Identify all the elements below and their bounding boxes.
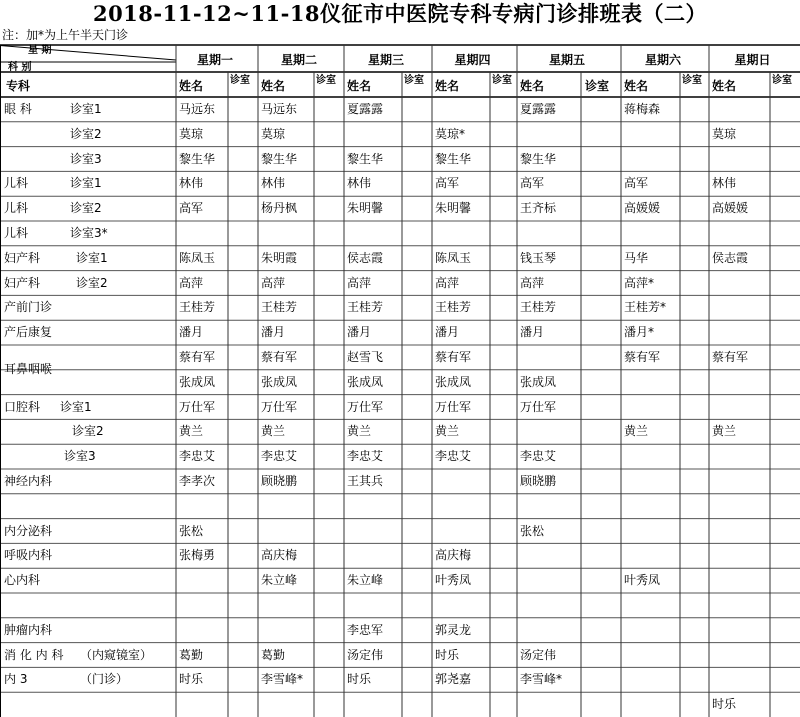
doctor-name: 朱立峰 (261, 573, 298, 588)
doctor-name: 万仕军 (435, 399, 472, 414)
doctor-name: 林伟 (712, 176, 737, 191)
room-label: 诊室3 (70, 151, 102, 166)
doctor-name: 侯志霞 (712, 250, 749, 265)
doctor-name: 黄兰 (435, 424, 460, 439)
doctor-name: 时乐 (435, 647, 460, 662)
dept-label: 肿瘤内科 (4, 622, 53, 637)
room-label: 诊室1 (70, 102, 102, 116)
doctor-name: 夏露露 (347, 102, 384, 116)
room-label: 诊室1 (70, 176, 102, 191)
day-header-1: 星期一 (197, 53, 234, 67)
doctor-name: 高媛媛 (712, 201, 749, 216)
name-column-header: 姓名 (347, 79, 372, 93)
doctor-name: 蔡有军 (435, 350, 472, 364)
doctor-name: 张成凤 (520, 374, 557, 389)
dept-label: 口腔科 (4, 399, 41, 414)
doctor-name: 黎生华 (520, 151, 557, 166)
doctor-name: 杨丹枫 (261, 201, 298, 216)
dept-label: 儿科 (4, 201, 29, 216)
doctor-name: 李雪峰* (261, 672, 304, 687)
doctor-name: 张梅勇 (179, 548, 216, 563)
doctor-name: 高萍 (179, 275, 204, 290)
doctor-name: 蔡有军 (261, 350, 298, 364)
doctor-name: 顾晓鹏 (261, 474, 298, 488)
dept-label: 妇产科 (4, 250, 41, 265)
doctor-name: 蔡有军 (624, 350, 661, 364)
doctor-name: 时乐 (179, 672, 204, 687)
name-column-header: 姓名 (712, 79, 737, 93)
doctor-name: 高萍 (261, 275, 286, 290)
doctor-name: 朱明馨 (435, 201, 472, 216)
grid-line (0, 46, 176, 61)
doctor-name: 朱明霞 (261, 250, 298, 265)
corner-label-day: 星 期 (28, 45, 52, 56)
room-label: 诊室2 (76, 275, 108, 290)
doctor-name: 王桂芳 (435, 300, 472, 315)
doctor-name: 王其兵 (347, 474, 384, 488)
dept-label: 呼吸内科 (4, 548, 53, 563)
doctor-name: 高军 (624, 176, 649, 191)
room-label: （门诊） (80, 672, 129, 687)
room-column-header: 诊室 (585, 79, 610, 93)
dept-label: 内分泌科 (4, 523, 53, 538)
doctor-name: 黎生华 (179, 151, 216, 166)
doctor-name: 郭尧嘉 (435, 672, 472, 687)
doctor-name: 李忠艾 (179, 449, 216, 464)
doctor-name: 张成凤 (435, 374, 472, 389)
doctor-name: 林伟 (179, 176, 204, 191)
doctor-name: 黄兰 (624, 424, 649, 439)
corner-label-dept: 科 别 (8, 62, 32, 73)
dept-label: 产后康复 (4, 325, 53, 340)
doctor-name: 汤定伟 (347, 647, 384, 662)
doctor-name: 顾晓鹏 (520, 474, 557, 488)
doctor-name: 高军 (179, 201, 204, 216)
dept-label: 产前门诊 (4, 300, 53, 315)
doctor-name: 朱立峰 (347, 573, 384, 588)
doctor-name: 郭灵龙 (435, 622, 472, 637)
doctor-name: 黎生华 (261, 151, 298, 166)
doctor-name: 黄兰 (179, 424, 204, 439)
dept-label: 妇产科 (4, 275, 41, 290)
dept-label: 儿科 (4, 176, 29, 191)
doctor-name: 高萍 (435, 275, 460, 290)
name-column-header: 姓名 (624, 79, 649, 93)
doctor-name: 蒋梅森 (624, 102, 661, 116)
doctor-name: 林伟 (347, 176, 372, 191)
room-column-header: 诊室 (316, 75, 336, 86)
schedule-note: 注：加*为上午半天门诊 (2, 28, 129, 42)
doctor-name: 潘月* (624, 325, 655, 340)
room-label: 诊室2 (72, 424, 104, 439)
doctor-name: 汤定伟 (520, 647, 557, 662)
doctor-name: 潘月 (261, 325, 286, 340)
doctor-name: 黄兰 (712, 424, 737, 439)
dept-label: 神经内科 (4, 474, 53, 488)
doctor-name: 潘月 (435, 325, 460, 340)
room-label: 诊室3* (70, 226, 108, 240)
doctor-name: 蔡有军 (179, 350, 216, 364)
room-column-header: 诊室 (404, 75, 424, 86)
dept-label: 儿科 (4, 226, 29, 240)
dept-label: 心内科 (4, 573, 41, 588)
doctor-name: 李忠艾 (435, 449, 472, 464)
doctor-name: 黎生华 (435, 151, 472, 166)
room-label: （内窥镜室） (80, 647, 153, 662)
doctor-name: 李忠艾 (520, 449, 557, 464)
doctor-name: 高军 (520, 176, 545, 191)
doctor-name: 莫琼 (179, 126, 204, 141)
day-header-2: 星期二 (281, 53, 318, 67)
room-label: 诊室1 (76, 250, 108, 265)
doctor-name: 张成凤 (261, 374, 298, 389)
dept-label: 耳鼻咽喉 (4, 362, 53, 376)
doctor-name: 潘月 (179, 325, 204, 340)
doctor-name: 李忠艾 (347, 449, 384, 464)
room-label: 诊室2 (70, 201, 102, 216)
doctor-name: 时乐 (712, 697, 737, 712)
doctor-name: 马远东 (179, 102, 216, 116)
doctor-name: 万仕军 (179, 399, 216, 414)
doctor-name: 王桂芳 (179, 300, 216, 315)
doctor-name: 张松 (179, 523, 204, 538)
doctor-name: 王桂芳* (624, 300, 667, 315)
page-title: 2018-11-12~11-18仪征市中医院专科专病门诊排班表（二） (92, 1, 708, 26)
room-column-header: 诊室 (682, 75, 702, 86)
doctor-name: 林伟 (261, 176, 286, 191)
doctor-name: 葛勤 (179, 647, 204, 662)
doctor-name: 潘月 (520, 325, 545, 340)
doctor-name: 陈凤玉 (435, 250, 472, 265)
doctor-name: 蔡有军 (712, 350, 749, 364)
doctor-name: 高萍 (520, 275, 545, 290)
doctor-name: 高军 (435, 176, 460, 191)
doctor-name: 高庆梅 (261, 548, 298, 563)
doctor-name: 潘月 (347, 325, 372, 340)
doctor-name: 葛勤 (261, 647, 286, 662)
doctor-name: 叶秀凤 (435, 573, 472, 588)
day-header-4: 星期四 (454, 53, 491, 67)
doctor-name: 朱明馨 (347, 201, 384, 216)
doctor-name: 黎生华 (347, 151, 384, 166)
doctor-name: 万仕军 (347, 399, 384, 414)
doctor-name: 赵雪飞 (347, 350, 384, 364)
doctor-name: 万仕军 (261, 399, 298, 414)
day-header-7: 星期日 (734, 53, 771, 67)
room-column-header: 诊室 (772, 75, 792, 86)
room-column-header: 诊室 (230, 75, 250, 86)
doctor-name: 万仕军 (520, 399, 557, 414)
doctor-name: 莫琼 (712, 126, 737, 141)
room-label: 诊室1 (60, 399, 92, 414)
doctor-name: 王桂芳 (261, 300, 298, 315)
dept-label: 消 化 内 科 (4, 647, 64, 662)
dept-label: 内 3 (4, 672, 28, 687)
doctor-name: 高萍 (347, 275, 372, 290)
doctor-name: 李雪峰* (520, 672, 563, 687)
room-label: 诊室2 (70, 126, 102, 141)
specialty-header: 专科 (6, 79, 31, 93)
doctor-name: 高媛媛 (624, 201, 661, 216)
day-header-3: 星期三 (368, 53, 405, 67)
doctor-name: 李孝次 (179, 474, 216, 488)
doctor-name: 陈凤玉 (179, 250, 216, 265)
day-header-6: 星期六 (645, 53, 682, 67)
name-column-header: 姓名 (261, 79, 286, 93)
room-column-header: 诊室 (492, 75, 512, 86)
doctor-name: 高萍* (624, 275, 655, 290)
doctor-name: 黄兰 (261, 424, 286, 439)
doctor-name: 夏露露 (520, 102, 557, 116)
doctor-name: 王桂芳 (520, 300, 557, 315)
doctor-name: 钱玉琴 (520, 250, 557, 265)
doctor-name: 张成凤 (179, 374, 216, 389)
doctor-name: 李忠艾 (261, 449, 298, 464)
doctor-name: 张成凤 (347, 374, 384, 389)
day-header-5: 星期五 (549, 53, 586, 67)
doctor-name: 张松 (520, 523, 545, 538)
doctor-name: 黄兰 (347, 424, 372, 439)
doctor-name: 高庆梅 (435, 548, 472, 563)
doctor-name: 莫琼* (435, 126, 466, 141)
doctor-name: 莫琼 (261, 126, 286, 141)
dept-label: 眼 科 (4, 102, 32, 116)
doctor-name: 王桂芳 (347, 300, 384, 315)
name-column-header: 姓名 (520, 79, 545, 93)
doctor-name: 马华 (624, 250, 649, 265)
doctor-name: 李忠军 (347, 622, 384, 637)
doctor-name: 叶秀凤 (624, 573, 661, 588)
name-column-header: 姓名 (435, 79, 460, 93)
room-label: 诊室3 (64, 449, 96, 464)
doctor-name: 王齐标 (520, 201, 557, 216)
doctor-name: 时乐 (347, 672, 372, 687)
doctor-name: 马远东 (261, 102, 298, 116)
doctor-name: 侯志霞 (347, 250, 384, 265)
name-column-header: 姓名 (179, 79, 204, 93)
